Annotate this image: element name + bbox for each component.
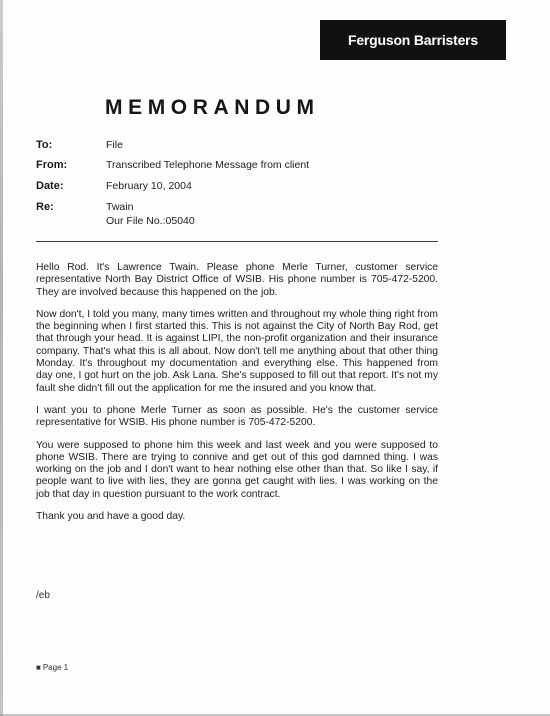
re-label: Re: bbox=[36, 201, 54, 213]
date-label: Date: bbox=[36, 180, 64, 192]
closing-line: Thank you and have a good day. bbox=[36, 511, 186, 523]
body-paragraph: You were supposed to phone him this week and last week and you were supposed to phone WSIB. There are trying to connive and get out of this god damned thing. I was working on the job and I don't want to hear nothing else other than that. So like I say, if people want to live with lies, they are gonna get caught with lies. I was working on the job that day in question pursuant to the work contract. bbox=[36, 439, 438, 500]
body-paragraph: I want you to phone Merle Turner as soon as possible. He's the customer service representative for WSIB. His phone number is 705-472-5200. bbox=[36, 404, 438, 429]
re-value-line1: Twain bbox=[106, 201, 134, 213]
from-value: Transcribed Telephone Message from client bbox=[106, 159, 310, 171]
page-footer bbox=[36, 663, 68, 672]
memo-title: MEMORANDUM bbox=[105, 96, 320, 119]
header-divider bbox=[36, 241, 438, 242]
from-label: From: bbox=[36, 159, 68, 171]
firm-name: Ferguson Barristers bbox=[347, 32, 479, 48]
body-paragraph: Hello Rod. It's Lawrence Twain. Please phone Merle Turner, customer service representative North Bay District Office of WSIB. His phone number is 705-472-5200. They are involved because this happened on the job. bbox=[36, 262, 438, 298]
memo-body bbox=[36, 262, 438, 533]
firm-logo bbox=[320, 20, 506, 60]
scan-left-edge bbox=[0, 0, 3, 716]
footer-bullet-icon: ■ bbox=[36, 663, 41, 672]
re-value-line2: Our File No.:05040 bbox=[106, 215, 195, 227]
to-value: File bbox=[106, 139, 123, 151]
typist-initials: /eb bbox=[36, 590, 50, 601]
date-value: February 10, 2004 bbox=[106, 180, 192, 192]
body-paragraph: Now don't, I told you many, many times written and throughout my whole thing right from the beginning when I first started this. This is not against the City of North Bay Rod, get that through your head. It is against LIPI, the non-profit organization and their insurance company. That's what this is all about. Now don't tell me anything about that other thing Monday. It's throughout my documentation and everything else. This happened from day one, I got hurt on the job. Ask Lana. She's supposed to fill out that report. It's not my fault she didn't fill out the application for me the insured and you know that. bbox=[36, 308, 438, 394]
to-label: To: bbox=[36, 139, 53, 151]
page-number: Page 1 bbox=[42, 663, 69, 672]
